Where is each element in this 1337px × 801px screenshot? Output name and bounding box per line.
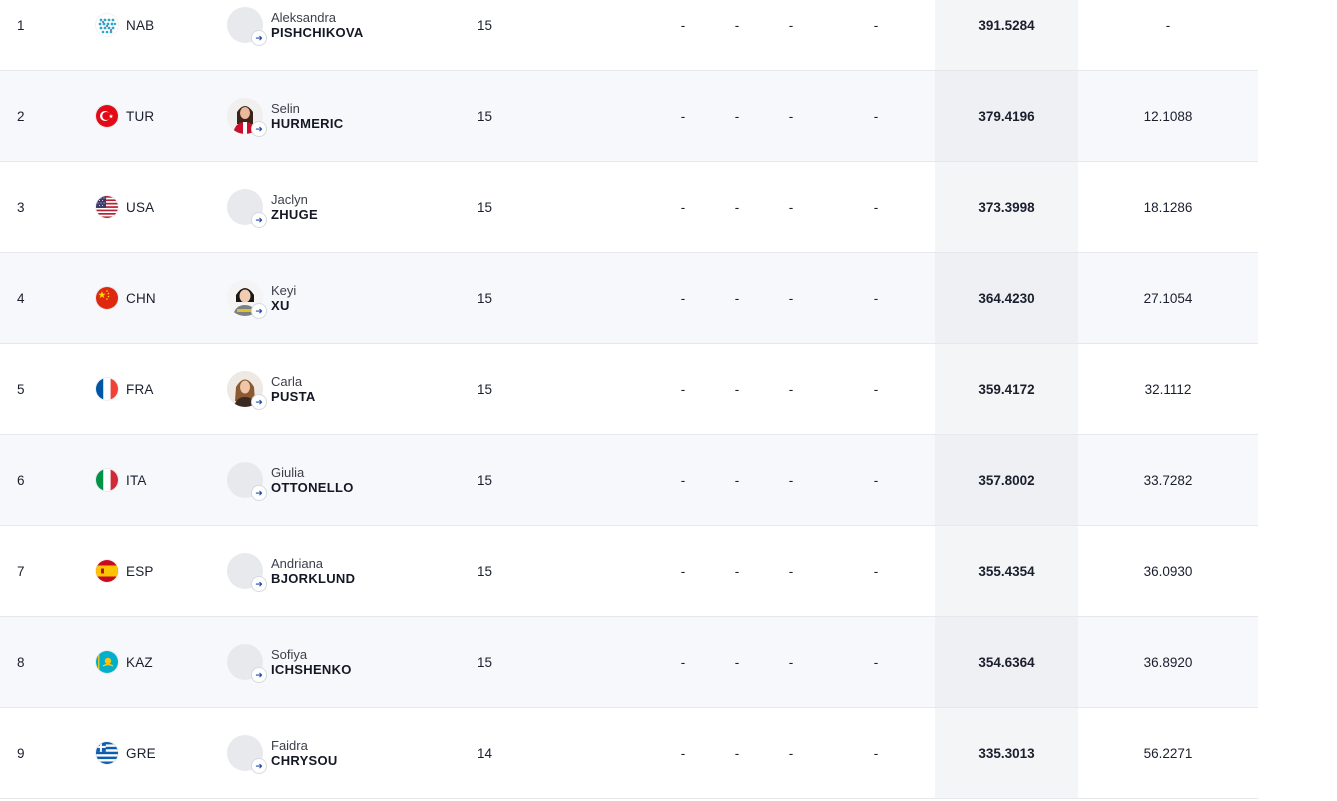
athlete-family-name: BJORKLUND [271,571,356,586]
dive-2-value: - [734,745,740,761]
points-behind-value: 56.2271 [1143,745,1193,761]
dive-1-cell [675,0,691,70]
table-row-5[interactable] [0,344,1258,435]
country-cell [96,617,216,707]
points-behind-cell [1078,162,1258,252]
total-points-value: 364.4230 [978,290,1035,306]
athlete-family-name: OTTONELLO [271,480,354,495]
table-row-4[interactable] [0,253,1258,344]
dive-3-cell [783,708,799,798]
athlete-cell[interactable] [227,617,487,707]
athlete-avatar[interactable] [227,280,263,316]
age-value: 15 [477,108,493,124]
arrow-right-icon[interactable]: ➜ [252,577,266,591]
rank-cell [17,0,47,70]
total-points-value: 355.4354 [978,563,1035,579]
athlete-name[interactable] [271,192,318,222]
table-row-2[interactable] [0,71,1258,162]
total-points-value: 359.4172 [978,381,1035,397]
country-code: USA [126,199,155,215]
total-points-value: 379.4196 [978,108,1035,124]
rank-value: 6 [17,472,25,488]
dive-2-value: - [734,381,740,397]
total-points-cell [935,71,1078,161]
flag-ita-icon [96,469,118,491]
dive-3-cell [783,71,799,161]
rank-value: 2 [17,108,25,124]
arrow-right-icon[interactable]: ➜ [252,759,266,773]
country-code: ITA [126,472,147,488]
dive-2-value: - [734,17,740,33]
total-points-value: 335.3013 [978,745,1035,761]
dive-1-value: - [680,290,686,306]
dive-2-value: - [734,199,740,215]
athlete-family-name: ZHUGE [271,207,318,222]
rank-value: 8 [17,654,25,670]
dive-2-value: - [734,654,740,670]
points-behind-cell [1078,708,1258,798]
athlete-family-name: PISHCHIKOVA [271,25,364,40]
age-cell [477,162,517,252]
dive-1-cell [675,344,691,434]
arrow-right-icon[interactable]: ➜ [252,213,266,227]
dive-2-value: - [734,563,740,579]
age-value: 14 [477,745,493,761]
flag-chn-icon [96,287,118,309]
country-code: ESP [126,563,154,579]
athlete-avatar[interactable] [227,553,263,589]
total-points-cell [935,0,1078,70]
dive-2-value: - [734,472,740,488]
age-value: 15 [477,290,493,306]
rank-cell [17,526,47,616]
total-points-cell [935,617,1078,707]
dive-4-cell [868,617,884,707]
total-points-value: 391.5284 [978,17,1035,33]
athlete-given-name: Jaclyn [271,192,308,207]
dive-4-cell [868,435,884,525]
country-cell [96,526,216,616]
athlete-name[interactable] [271,465,354,495]
dive-3-value: - [788,381,794,397]
dive-4-value: - [873,745,879,761]
rank-cell [17,71,47,161]
athlete-name[interactable] [271,374,316,404]
age-value: 15 [477,563,493,579]
country-code: TUR [126,108,155,124]
dive-1-value: - [680,563,686,579]
athlete-name[interactable] [271,738,338,768]
points-behind-value: 32.1112 [1144,381,1192,397]
dive-1-cell [675,253,691,343]
dive-2-cell [729,0,745,70]
athlete-avatar[interactable] [227,644,263,680]
country-cell [96,435,216,525]
athlete-family-name: HURMERIC [271,116,344,131]
table-row-9[interactable] [0,708,1258,799]
dive-3-value: - [788,290,794,306]
country-cell [96,71,216,161]
country-cell [96,708,216,798]
total-points-cell [935,253,1078,343]
dive-3-value: - [788,199,794,215]
points-behind-cell [1078,526,1258,616]
athlete-avatar[interactable] [227,462,263,498]
flag-usa-icon [96,196,118,218]
athlete-cell[interactable] [227,253,487,343]
dive-4-value: - [873,563,879,579]
rank-cell [17,162,47,252]
athlete-avatar[interactable] [227,189,263,225]
age-cell [477,253,517,343]
dive-1-value: - [680,381,686,397]
country-code: NAB [126,17,155,33]
points-behind-value: 27.1054 [1143,290,1193,306]
arrow-right-icon[interactable]: ➜ [252,486,266,500]
athlete-given-name: Selin [271,101,300,116]
age-cell [477,617,517,707]
flag-fra-icon [96,378,118,400]
dive-1-cell [675,617,691,707]
dive-3-value: - [788,563,794,579]
athlete-family-name: ICHSHENKO [271,662,352,677]
dive-4-value: - [873,199,879,215]
points-behind-value: - [1165,17,1171,33]
points-behind-value: 12.1088 [1143,108,1193,124]
dive-4-cell [868,526,884,616]
athlete-name[interactable] [271,647,352,677]
dive-1-value: - [680,108,686,124]
rank-cell [17,708,47,798]
total-points-cell [935,344,1078,434]
athlete-cell[interactable] [227,0,487,70]
dive-3-cell [783,0,799,70]
points-behind-cell [1078,71,1258,161]
athlete-avatar[interactable] [227,98,263,134]
dive-4-value: - [873,290,879,306]
rank-cell [17,344,47,434]
athlete-given-name: Keyi [271,283,297,298]
athlete-cell[interactable] [227,344,487,434]
dive-4-value: - [873,17,879,33]
athlete-avatar[interactable] [227,7,263,43]
dive-2-cell [729,162,745,252]
dive-1-cell [675,708,691,798]
dive-1-value: - [680,472,686,488]
athlete-name[interactable] [271,556,355,586]
dive-1-cell [675,526,691,616]
dive-3-cell [783,617,799,707]
athlete-cell[interactable] [227,526,487,616]
country-code: KAZ [126,654,153,670]
points-behind-value: 33.7282 [1143,472,1193,488]
total-points-cell [935,435,1078,525]
dive-4-value: - [873,108,879,124]
total-points-cell [935,708,1078,798]
dive-4-cell [868,253,884,343]
flag-gre-icon [96,742,118,764]
rank-value: 4 [17,290,25,306]
athlete-given-name: Andriana [271,556,324,571]
dive-1-cell [675,71,691,161]
table-row-8[interactable] [0,617,1258,708]
country-cell [96,162,216,252]
arrow-right-icon[interactable]: ➜ [252,304,266,318]
dive-1-cell [675,162,691,252]
age-cell [477,0,517,70]
age-value: 15 [477,199,493,215]
athlete-name[interactable] [271,101,343,131]
dive-2-cell [729,435,745,525]
age-value: 15 [477,17,493,33]
dive-2-value: - [734,108,740,124]
dive-4-cell [868,162,884,252]
dive-4-cell [868,344,884,434]
athlete-given-name: Faidra [271,738,308,753]
dive-4-cell [868,708,884,798]
rank-value: 9 [17,745,25,761]
country-cell [96,253,216,343]
dive-3-value: - [788,17,794,33]
age-value: 15 [477,654,493,670]
rank-value: 5 [17,381,25,397]
age-cell [477,344,517,434]
arrow-right-icon[interactable]: ➜ [252,122,266,136]
points-behind-value: 18.1286 [1143,199,1193,215]
dive-1-cell [675,435,691,525]
age-value: 15 [477,472,493,488]
dive-2-cell [729,71,745,161]
dive-4-value: - [873,654,879,670]
dive-3-value: - [788,108,794,124]
country-code: CHN [126,290,156,306]
points-behind-cell [1078,435,1258,525]
athlete-avatar[interactable] [227,735,263,771]
points-behind-value: 36.0930 [1143,563,1193,579]
rank-value: 3 [17,199,25,215]
athlete-given-name: Aleksandra [271,10,337,25]
rank-value: 1 [17,17,25,33]
dive-3-value: - [788,472,794,488]
dive-1-value: - [680,17,686,33]
country-cell [96,0,216,70]
age-cell [477,708,517,798]
dive-1-value: - [680,745,686,761]
age-cell [477,526,517,616]
athlete-family-name: XU [271,298,290,313]
dive-3-cell [783,435,799,525]
athlete-given-name: Carla [271,374,303,389]
points-behind-cell [1078,253,1258,343]
dive-3-cell [783,253,799,343]
athlete-avatar[interactable] [227,371,263,407]
age-cell [477,435,517,525]
rank-cell [17,253,47,343]
flag-tur-icon [96,105,118,127]
table-row-1[interactable] [0,0,1258,71]
rank-value: 7 [17,563,25,579]
total-points-cell [935,162,1078,252]
dive-4-value: - [873,472,879,488]
points-behind-cell [1078,0,1258,70]
table-row-3[interactable] [0,162,1258,253]
arrow-right-icon[interactable]: ➜ [252,668,266,682]
dive-3-value: - [788,654,794,670]
dive-2-cell [729,344,745,434]
points-behind-cell [1078,617,1258,707]
dive-2-cell [729,526,745,616]
rank-cell [17,617,47,707]
athlete-given-name: Giulia [271,465,305,480]
athlete-name[interactable] [271,283,296,313]
dive-2-cell [729,708,745,798]
arrow-right-icon[interactable]: ➜ [252,395,266,409]
dive-3-cell [783,344,799,434]
athlete-cell[interactable] [227,708,487,798]
age-cell [477,71,517,161]
dive-4-cell [868,71,884,161]
arrow-right-icon[interactable]: ➜ [252,31,266,45]
country-cell [96,344,216,434]
country-code: GRE [126,745,156,761]
athlete-cell[interactable] [227,162,487,252]
country-code: FRA [126,381,154,397]
points-behind-value: 36.8920 [1143,654,1193,670]
dive-1-value: - [680,654,686,670]
athlete-cell[interactable] [227,71,487,161]
athlete-family-name: CHRYSOU [271,753,338,768]
total-points-cell [935,526,1078,616]
athlete-given-name: Sofiya [271,647,308,662]
athlete-name[interactable] [271,10,364,40]
dive-2-cell [729,617,745,707]
total-points-value: 357.8002 [978,472,1035,488]
athlete-cell[interactable] [227,435,487,525]
age-value: 15 [477,381,493,397]
flag-kaz-icon [96,651,118,673]
dive-4-value: - [873,381,879,397]
dive-3-cell [783,526,799,616]
dive-3-cell [783,162,799,252]
athlete-family-name: PUSTA [271,389,316,404]
flag-esp-icon [96,560,118,582]
dive-2-value: - [734,290,740,306]
dive-1-value: - [680,199,686,215]
total-points-value: 373.3998 [978,199,1035,215]
points-behind-cell [1078,344,1258,434]
flag-nab-icon [96,14,118,36]
dive-3-value: - [788,745,794,761]
dive-2-cell [729,253,745,343]
table-row-7[interactable] [0,526,1258,617]
table-row-6[interactable] [0,435,1258,526]
dive-4-cell [868,0,884,70]
total-points-value: 354.6364 [978,654,1035,670]
rank-cell [17,435,47,525]
